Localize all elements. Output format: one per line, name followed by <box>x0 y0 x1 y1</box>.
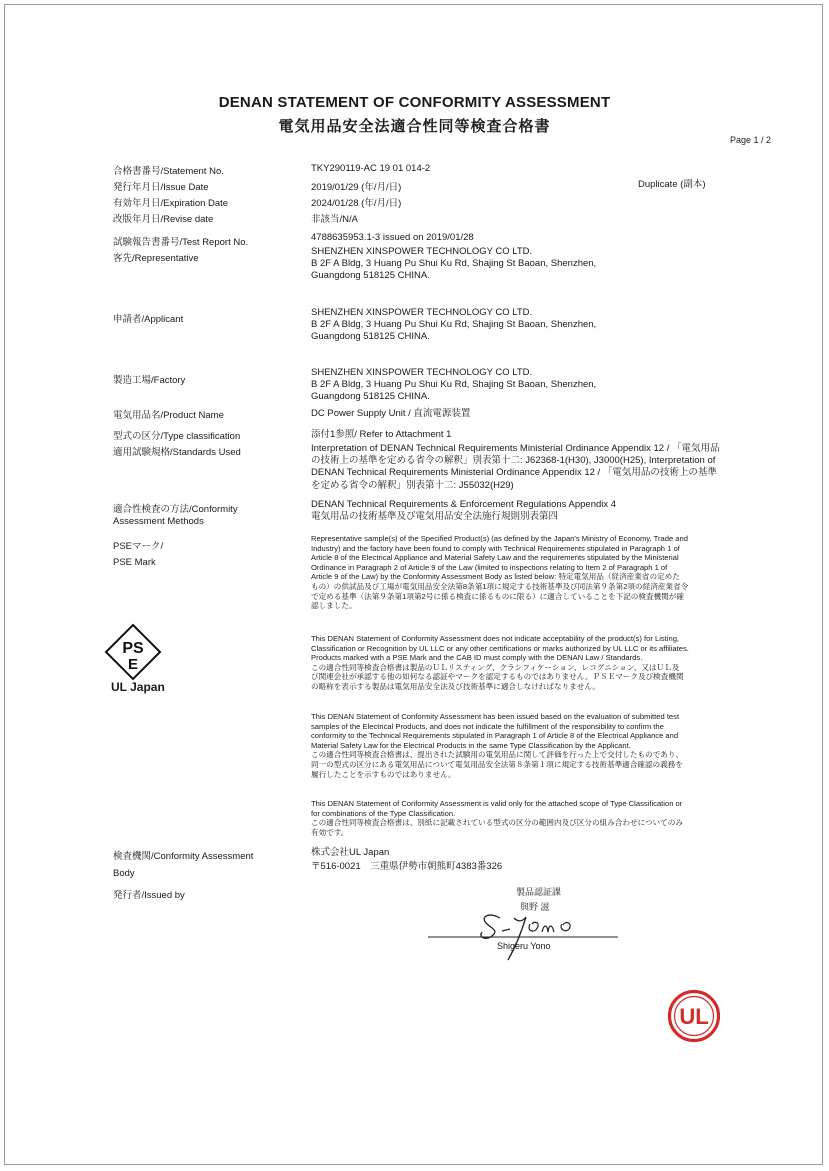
factory-line: B 2F A Bldg, 3 Huang Pu Shui Ku Rd, Shajing St Baoan, Shenzhen, <box>311 379 597 391</box>
paragraph-line: この適合性同等検査合格書は、別紙に記載されている型式の区分の範囲内及び区分の組み合わせについてのみ <box>311 818 683 828</box>
ul-logo-icon <box>667 989 721 1043</box>
assessment-body-label-2: Body <box>113 868 135 879</box>
paragraph-line: conformity to the Technical Requirements stipulated in Paragraph 1 of Article 8 of the Electrical Appliance and <box>311 731 679 741</box>
paragraph-line: Article 8 of the Electrical Appliance and Material Safety Law and the requirements stipulated by the Ministerial <box>311 553 679 563</box>
expiration-date: 2024/01/28 (年/月/日) <box>311 198 402 209</box>
paragraph-line: Products marked with a PSE Mark and the CAB ID must comply with the DENAN Law / Standards. <box>311 653 643 663</box>
pse-letters-top: PS <box>122 640 144 657</box>
representative-address <box>311 246 771 283</box>
handwritten-signature-icon <box>426 904 626 964</box>
assessment-body-line: 〒516-0021 三重県伊勢市朝熊町4383番326 <box>311 861 503 872</box>
issue-date-label: 発行年月日/Issue Date <box>113 182 209 193</box>
issue-date: 2019/01/29 (年/月/日) <box>311 182 402 193</box>
pse-mark-icon <box>104 623 162 681</box>
paragraph-line: This DENAN Statement of Conformity Assessment does not indicate acceptability of the product(s) for Listing, <box>311 634 680 643</box>
factory-line: Guangdong 518125 CHINA. <box>311 391 430 403</box>
issued-by-label: 発行者/Issued by <box>113 890 185 901</box>
standards-label: 適用試験規格/Standards Used <box>113 447 241 458</box>
assessment-methods <box>311 499 771 523</box>
paragraph-line: の略称を表示する製品は電気用品安全法及び技術基準に適合しなければなりません。 <box>311 681 601 691</box>
paragraph-listing-disclaimer <box>311 634 771 692</box>
paragraph-line: この適合性同等検査合格書は、提出された試験用の電気用品に関して評価を行った上で交付したものであり、 <box>311 750 684 760</box>
methods-label: 適合性検査の方法/Conformity <box>113 504 238 515</box>
pse-mark-label: PSEマーク/ <box>113 541 164 552</box>
statement-no: TKY290119-AC 19 01 014-2 <box>311 163 431 174</box>
representative-label: 客先/Representative <box>113 253 199 264</box>
signature-name-english: Shigeru Yono <box>497 941 551 951</box>
signature-department: 製品認証課 <box>516 887 562 897</box>
paragraph-line: 認しました。 <box>311 601 357 611</box>
methods-line: 電気用品の技術基準及び電気用品安全法施行規則別表第四 <box>311 511 559 523</box>
type-classification: 添付1参照/ Refer to Attachment 1 <box>311 429 452 440</box>
standards-line: の技術上の基準を定める省令の解釈」別表第十二: J62368-1(H30), J3000(H25), Interpretation of <box>311 455 716 467</box>
applicant-line: Guangdong 518125 CHINA. <box>311 331 430 343</box>
page-number: Page 1 / 2 <box>729 135 771 145</box>
paragraph-line: Ordinance in Paragraph 2 of Article 9 of the Law (limited to inspections relating to Item 2 of Paragraph 1 of <box>311 562 668 572</box>
signature-name-japanese: 與野 滋 <box>520 902 550 912</box>
paragraph-line: もの）の供試品及び工場が電気用品安全法第8条第1項に規定する技術基準及び同法第９条第2項の経済産業省令 <box>311 581 689 591</box>
factory-label: 製造工場/Factory <box>113 375 186 386</box>
paragraph-line: samples of the Electrical Products, and does not indicate the fulfillment of the responsibility to confirm the <box>311 721 664 731</box>
type-classification-label: 型式の区分/Type classification <box>113 431 241 442</box>
paragraph-evaluation-basis <box>311 712 771 779</box>
title-japanese: 電気用品安全法適合性同等検査合格書 <box>278 118 551 135</box>
paragraph-line: 同一の型式の区分にある電気用品について電気用品安全法第８条第１項に規定する技術基準適合確認の義務を <box>311 759 683 769</box>
paragraph-line: この適合性同等検査合格書は製品のＵＬリスティング、クラシフィケーション、レコグニション、又はＵＬ及 <box>311 662 680 672</box>
paragraph-line: び関連会社が承認する他の如何なる認証やマークを認定するものではありません。ＰＳＥマーク及び検査機関 <box>311 672 684 682</box>
paragraph-validity-scope <box>311 799 771 837</box>
pse-letters-bottom: E <box>127 656 139 673</box>
pse-mark-label-2: PSE Mark <box>113 557 156 568</box>
representative-line: Guangdong 518125 CHINA. <box>311 270 430 282</box>
representative-line: SHENZHEN XINSPOWER TECHNOLOGY CO LTD. <box>311 246 533 257</box>
duplicate-note: Duplicate (副本) <box>638 179 706 190</box>
test-report-no: 4788635953.1-3 issued on 2019/01/28 <box>311 232 474 243</box>
paragraph-representative-sample <box>311 534 771 611</box>
paragraph-line: Material Safety Law for the Electrical Products in the same Type Classification by the Applicant. <box>311 740 631 750</box>
revise-date: 非該当/N/A <box>311 214 358 225</box>
standards-line: を定める省令の解釈」別表第十二: J55032(H29) <box>311 479 514 491</box>
factory-line: SHENZHEN XINSPOWER TECHNOLOGY CO LTD. <box>311 367 533 378</box>
paragraph-line: for combinations of the Type Classification. <box>311 808 456 818</box>
title-english: DENAN STATEMENT OF CONFORMITY ASSESSMENT <box>218 94 611 111</box>
standards-used <box>311 443 771 492</box>
applicant-line: B 2F A Bldg, 3 Huang Pu Shui Ku Rd, Shajing St Baoan, Shenzhen, <box>311 319 597 331</box>
paragraph-line: This DENAN Statement of Conformity Assessment is valid only for the attached scope of Type Classification or <box>311 799 683 808</box>
standards-line: Interpretation of DENAN Technical Requirements Ministerial Ordinance Appendix 12 / 「電気用品 <box>311 443 720 454</box>
paragraph-line: Classification or Recognition by UL LLC or any other certifications or marks authorized by UL LLC or its affiliates. <box>311 643 689 653</box>
applicant-line: SHENZHEN XINSPOWER TECHNOLOGY CO LTD. <box>311 307 533 318</box>
applicant-address <box>311 307 771 344</box>
assessment-body <box>311 846 771 874</box>
representative-line: B 2F A Bldg, 3 Huang Pu Shui Ku Rd, Shajing St Baoan, Shenzhen, <box>311 258 597 270</box>
assessment-body-label: 検査機関/Conformity Assessment <box>113 851 254 862</box>
product-name: DC Power Supply Unit / 直流電源装置 <box>311 408 471 419</box>
product-name-label: 電気用品名/Product Name <box>113 410 224 421</box>
statement-no-label: 合格書番号/Statement No. <box>113 166 224 177</box>
factory-address <box>311 367 771 404</box>
expiration-date-label: 有効年月日/Expiration Date <box>113 198 229 209</box>
revise-date-label: 改版年月日/Revise date <box>113 214 214 225</box>
paragraph-line: 履行したことを示すものではありません。 <box>311 769 456 779</box>
paragraph-line: Representative sample(s) of the Specified Product(s) (as defined by the Japan's Ministry of Economy, Trade and <box>311 534 688 543</box>
ul-logo-letters: UL <box>679 1004 709 1029</box>
standards-line: DENAN Technical Requirements Ministerial Ordinance Appendix 12 / 「電気用品の技術上の基準 <box>311 467 717 479</box>
paragraph-line: Article 9 of the Law) by the Conformity Assessment Body as listed below: 特定電気用品（経済産業省の定めた <box>311 572 680 582</box>
assessment-body-line: 株式会社UL Japan <box>311 847 390 858</box>
methods-label-2: Assessment Methods <box>113 516 204 527</box>
ul-japan-label: UL Japan <box>111 680 165 694</box>
paragraph-line: This DENAN Statement of Conformity Assessment has been issued based on the evaluation of submitted test <box>311 712 680 721</box>
paragraph-line: Industry) and the factory have been found to comply with Technical Requirements stipulated in Paragraph 1 of <box>311 543 680 553</box>
methods-line: DENAN Technical Requirements & Enforcement Regulations Appendix 4 <box>311 499 617 510</box>
test-report-label: 試験報告書番号/Test Report No. <box>113 237 249 248</box>
applicant-label: 申請者/Applicant <box>113 314 184 325</box>
paragraph-line: で定める基準（法第９条第1項第2号に係る検査に係るものに限る）に適合していることを下記の検査機関が確 <box>311 591 684 601</box>
paragraph-line: 有効です。 <box>311 827 349 837</box>
